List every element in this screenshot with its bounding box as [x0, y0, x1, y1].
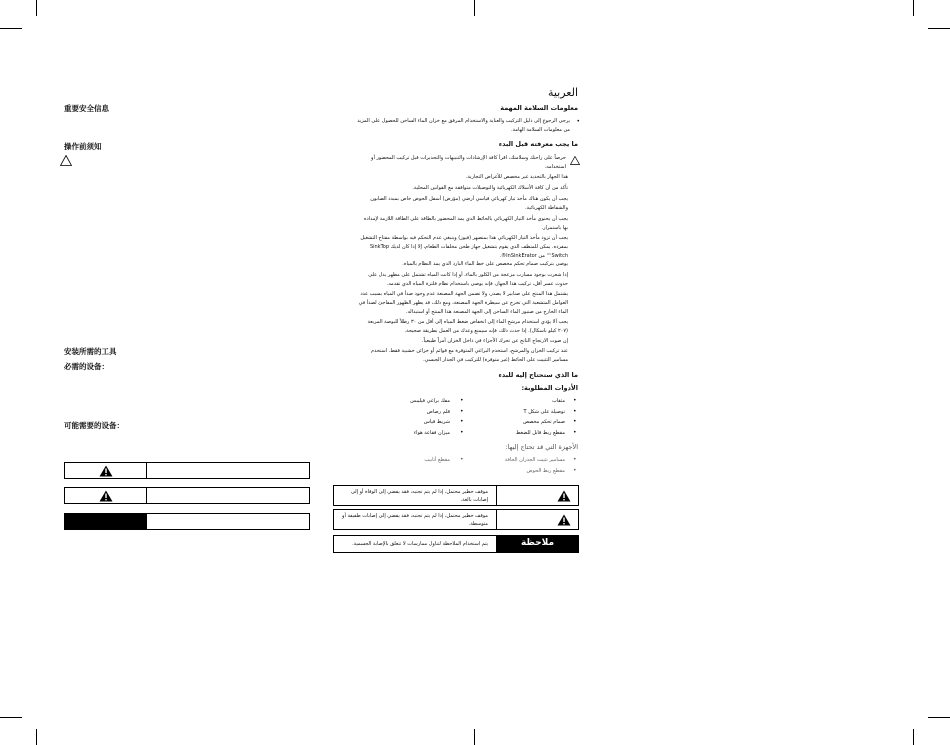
- center-crop-mark: [474, 0, 475, 16]
- list-item: شريط قياس: [423, 419, 450, 425]
- list-item: يوصى بتركيب صمام تحكم مخصص على خط الماء البارد الذي يمد النظام بالمياه.: [402, 261, 568, 267]
- list-item: حرصاً على راحتك وسلامتك، اقرأ كافة الإرشادات والتنبيهات والتحذيرات قبل تركيب المحضور أو استخدامه.: [371, 155, 566, 170]
- warning-icon: [557, 490, 571, 502]
- list-item: مثقاب: [552, 398, 565, 404]
- possible-heading: الأجهزة التي قد تحتاج إليها:: [505, 443, 578, 451]
- possible-column-right: [455, 455, 565, 476]
- list-item: ميزان فقاعة هواء: [413, 429, 450, 436]
- tools-heading: 安装所需的工具: [64, 347, 117, 356]
- bullet-dot: •: [576, 118, 580, 125]
- before-you-start-heading: 操作前须知: [64, 142, 102, 151]
- safety-paragraph: يرجى الرجوع إلى دليل التركيب والعناية والاستخدام المرفق مع خزان الماء الساخن للحصول على المزيد من معلومات السلامة الهامة.: [357, 118, 570, 133]
- crop-mark: [0, 28, 22, 29]
- list-item: تأكد من أن كافة الأسلاك الكهربائية والتوصيلات متوافقة مع القوانين المحلية.: [412, 185, 568, 191]
- crop-mark: [36, 729, 37, 745]
- list-item: توصيلة على شكل T: [523, 408, 565, 415]
- caution-icon: [99, 490, 113, 502]
- list-item: مفك براغي فيليبس: [410, 398, 450, 404]
- bullet-markers: •: [460, 456, 464, 463]
- list-item: يجب أن يحتوي مأخذ التيار الكهربائي بالحائط الذي يمد المحضور بالطاقة على الطاقة اللازمة لإمداده بها باستمرار.: [363, 216, 568, 231]
- notice-text: يتم استخدام الملاحظة لتناول ممارسات لا تتعلق بالإصابة الجسمية.: [352, 541, 488, 547]
- caution-box-right: [333, 509, 579, 530]
- alert-triangle-icon: [570, 156, 580, 165]
- list-item: قلم رصاص: [426, 408, 450, 415]
- caution-icon: [557, 514, 571, 526]
- bullet-markers: • • • •: [573, 397, 577, 436]
- tools-column-left: [370, 396, 450, 438]
- list-item: يجب أن تزود مأخذ التيار الكهربائي هذا بمنصهر (فيوز) وينبغي عدم التحكم فيه بواسطة مفتاح التشغيل بمفرده. يمكن للمنظف الذي يقوم بتشغيل جهاز طحن مخلفات الطعام، إلا إذا كان لديك SinkTop Switch™ من InSinkErator®.: [360, 235, 568, 259]
- before-start-heading: ما يجب معرفته قبل البدء: [498, 140, 578, 148]
- list-item: مقطع ربط قابل للضغط: [515, 429, 565, 436]
- tools-column-right: [455, 396, 565, 438]
- what-you-need-heading: ما الذي ستحتاج إليه للبدء: [498, 371, 578, 379]
- crop-mark: [928, 717, 950, 718]
- list-item: إذا شعرت بوجود مسارب مزعجة من الكلور بالماء، أو إذا كانت المياه تشتمل على مظهر يدل على حدوث عسر أقل، تركيب هذا الجهاز، فإنه يوصى باستخدام نظام فلترة المياه الذي نقدمه.: [368, 272, 568, 287]
- crop-mark: [913, 0, 914, 16]
- required-tools-heading: الأدوات المطلوبة:: [521, 384, 578, 392]
- warning-box-left: [64, 462, 310, 479]
- notice-box-left: [64, 513, 310, 530]
- safety-bullet-list: [338, 154, 580, 364]
- language-title: العربية: [547, 86, 578, 99]
- list-item: هذا الجهاز بالتحديد غير مخصص للأغراض التجارية.: [465, 174, 568, 180]
- list-item: يشتمل هذا المنتج على صنابير لا يصدر، ولا تضمن الجهة المصنعة عدم وجود صدأ في المياه بسبب عدد العوامل المتشعبة التي تخرج عن سيطرة الجهة المصنعة، ومع ذلك، قد يظهر الظهور المفاجئ لصدأ في الماء الخارج من صنبور الماء الساخن إلى الجهة المصنعة هذا المنتج أو استبداله.: [358, 291, 568, 315]
- caution-text: موقف خطير محتمل، إذا لم يتم تجنبه، فقد يفضي إلى إصابات طفيفة أو متوسطة.: [342, 513, 488, 527]
- list-item: مقطع ربط الحوض: [526, 467, 565, 474]
- warning-box-right: [333, 485, 579, 506]
- list-item: عند تركيب الخزان والمرشح، استخدم البراغي المتوفرة مع قوائم أو خزائن خشبية فقط. استخدم مسامير التثبيت على الحائط (غير متوفرة) للتركيب في الجدار الجبسي.: [371, 348, 568, 363]
- notice-label: ملاحظة: [520, 538, 555, 548]
- alert-triangle-icon: [60, 155, 72, 166]
- list-item: يجب أن يكون هناك مأخذ تيار كهربائي قياسي أرضي (مؤرض) أسفل الحوض خاص بمبدد الصابون والشفاطة الكهربائية.: [370, 196, 568, 211]
- crop-mark: [36, 0, 37, 16]
- list-item: صمام تحكم مخصص: [522, 419, 565, 425]
- notice-box-right: [333, 535, 579, 553]
- list-item: مسامير تثبيت الجدران الجافة: [504, 457, 565, 463]
- caution-box-left: [64, 487, 310, 504]
- safety-heading: معلومات السلامة المهمة: [500, 104, 578, 112]
- warning-icon: [99, 465, 113, 477]
- crop-mark: [928, 28, 950, 29]
- center-crop-mark: [474, 729, 475, 745]
- list-item: إن صوت الارتجاج الناتج عن تحرك الأجزاء في داخل الخزان أمراً طبيعياً.: [421, 338, 568, 344]
- warning-text: موقف خطير محتمل، إذا لم يتم تجنبه، فقد يفضي إلى الوفاة أو إلى إصابات بالغة.: [350, 489, 488, 503]
- possibly-needed-heading: 可能需要的设备：: [64, 421, 124, 430]
- crop-mark: [913, 729, 914, 745]
- bullet-markers: • • • •: [460, 397, 464, 436]
- possible-column-left: [370, 455, 450, 466]
- crop-mark: [0, 717, 22, 718]
- bullet-markers: • •: [573, 456, 577, 474]
- list-item: يجب ألا يؤدي استخدام مرشح الماء إلى انخفاض ضغط المياه إلى أقل من ٣٠ رطلاً للبوصة المربعة (٢٠٧ كيلو باسكال). إذا حدث ذلك، فإنه سيمنع وعدك من العمل بطريقة صحيحة.: [367, 319, 568, 334]
- required-equipment-heading: 必需的设备：: [64, 362, 109, 371]
- list-item: مقطع أنابيب: [424, 457, 450, 463]
- important-safety-heading: 重要安全信息: [64, 104, 109, 113]
